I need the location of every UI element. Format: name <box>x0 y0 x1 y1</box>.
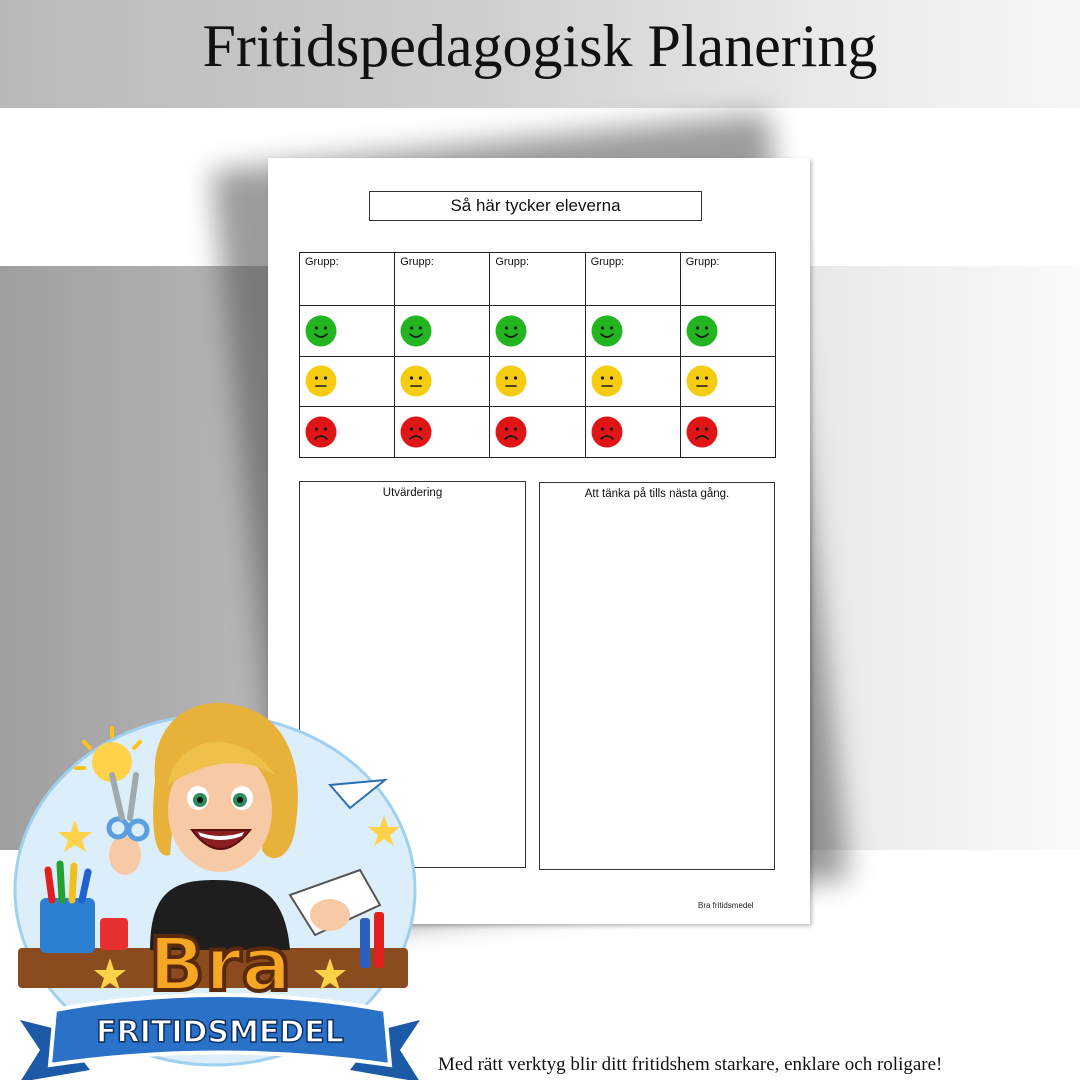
face-cell <box>395 356 490 407</box>
happy-face-icon <box>495 315 527 347</box>
worksheet-footer-brand: Bra fritidsmedel <box>698 901 754 910</box>
sad-row <box>300 407 776 458</box>
face-cell <box>395 407 490 458</box>
mood-grid <box>299 252 776 458</box>
neutral-face-icon <box>305 365 337 397</box>
face-cell <box>300 305 395 356</box>
bra-fritidsmedel-logo <box>0 690 440 1080</box>
group-label: Grupp: <box>590 256 625 268</box>
group-header-row <box>300 253 776 306</box>
sad-face-icon <box>400 416 432 448</box>
face-cell <box>680 305 775 356</box>
group-cell <box>490 253 585 306</box>
group-cell <box>395 253 490 306</box>
header-banner <box>0 0 1080 108</box>
face-cell <box>300 407 395 458</box>
evaluation-label: Utvärdering <box>382 487 443 499</box>
neutral-face-icon <box>591 365 623 397</box>
face-cell <box>300 356 395 407</box>
page-title: Fritidspedagogisk Planering <box>202 13 878 79</box>
neutral-face-icon <box>686 365 718 397</box>
group-cell <box>300 253 395 306</box>
sad-face-icon <box>686 416 718 448</box>
group-label: Grupp: <box>305 256 339 268</box>
happy-row <box>300 305 776 356</box>
face-cell <box>490 356 585 407</box>
next-time-label: Att tänka på tills nästa gång. <box>584 488 730 500</box>
face-cell <box>680 356 775 407</box>
happy-face-icon <box>591 315 623 347</box>
face-cell <box>680 407 775 458</box>
logo-word-fritidsmedel: FRITIDSMEDEL <box>96 1015 344 1050</box>
worksheet-title: Så här tycker eleverna <box>369 191 702 221</box>
face-cell <box>490 407 585 458</box>
group-cell <box>680 253 775 306</box>
sad-face-icon <box>591 416 623 448</box>
tagline: Med rätt verktyg blir ditt fritidshem starkare, enklare och roligare! <box>438 1054 943 1075</box>
happy-face-icon <box>305 315 337 347</box>
next-time-box <box>539 482 775 870</box>
group-label: Grupp: <box>495 256 530 268</box>
group-label: Grupp: <box>685 256 720 268</box>
sad-face-icon <box>305 416 337 448</box>
logo-word-bra: Bra <box>148 922 292 1008</box>
happy-face-icon <box>686 315 718 347</box>
group-label: Grupp: <box>400 256 434 268</box>
face-cell <box>395 305 490 356</box>
neutral-face-icon <box>495 365 527 397</box>
neutral-row <box>300 356 776 407</box>
sad-face-icon <box>495 416 527 448</box>
face-cell <box>585 356 680 407</box>
group-cell <box>585 253 680 306</box>
neutral-face-icon <box>400 365 432 397</box>
face-cell <box>490 305 585 356</box>
face-cell <box>585 407 680 458</box>
face-cell <box>585 305 680 356</box>
happy-face-icon <box>400 315 432 347</box>
